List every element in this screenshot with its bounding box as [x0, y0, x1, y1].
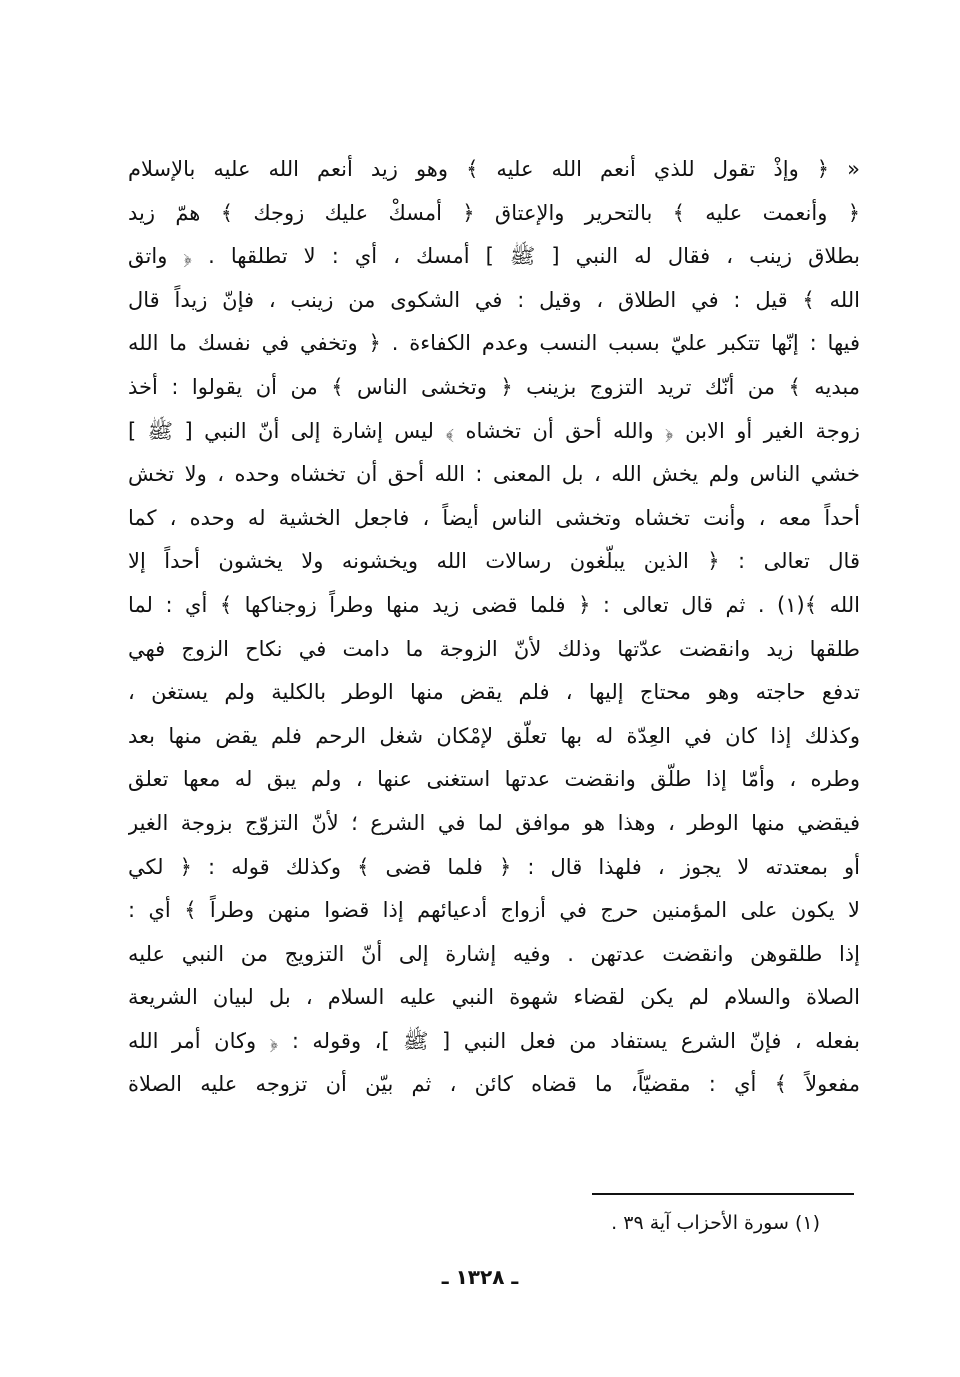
footnote: (١) سورة الأحزاب آية ٣٩ .: [611, 1212, 820, 1234]
body-line-2: ﴿ وأنعمت عليه ﴾ بالتحرير والإعتاق ﴿ أمسكْ عليك زوجك ﴾ همّ زيد: [128, 200, 860, 225]
body-line-4: الله ﴾ قيل : في الطلاق ، وقيل : في الشكوى من زينب ، فإنّ زيداً قال: [128, 287, 860, 312]
body-line-5: فيها : إنّها تتكبر عليّ بسبب النسب وعدم الكفاءة . ﴿ وتخفي في نفسك ما الله: [128, 331, 860, 356]
body-line-7: زوجة الغير أو الابن ﴿ والله أحق أن تخشاه ﴾ ليس إشارة إلى أنّ النبي [ ﷺ ]: [128, 418, 860, 443]
body-line-19: إذا طلقوهن وانقضت عدتهن . وفيه إشارة إلى أنّ التزويج من النبي عليه: [128, 941, 860, 966]
body-line-16: فيقضي منها الوطر ، وهذا هو موافق لما في الشرع ؛ لأنّ التزوّج بزوجة الغير: [128, 810, 860, 835]
body-line-1: « ﴿ وإذْ تقول للذي أنعم الله عليه ﴾ وهو زيد أنعم الله عليه بالإسلام: [128, 157, 860, 181]
body-line-6: مبديه ﴾ من أنّك تريد التزوج بزينب ﴿ وتخشى الناس ﴾ من أن يقولوا : أخذ: [128, 374, 860, 399]
body-line-10: قال تعالى : ﴿ الذين يبلّغون رسالات الله ويخشونه ولا يخشون أحداً إلا: [128, 549, 860, 574]
body-line-21: بفعله ، فإنّ الشرع يستفاد من فعل النبي [ ﷺ ]، وقوله : ﴿ وكان أمر الله: [128, 1028, 860, 1053]
body-line-11: الله ﴾(١) . ثم قال تعالى : ﴿ فلما قضى زيد منها وطراً زوجناكها ﴾ أي : لما: [128, 592, 860, 617]
footnote-divider: [592, 1193, 854, 1195]
body-line-9: أحداً معه ، وأنت تخشاه وتخشى الناس أيضاً ، فاجعل الخشية له وحده ، كما: [128, 505, 860, 530]
body-line-12: طلقها زيد وانقضت عدّتها وذلك لأنّ الزوجة ما دامت في نكاح الزوج فهي: [128, 636, 860, 661]
page-number: ـ ١٣٢٨ ـ: [441, 1265, 519, 1289]
body-line-20: الصلاة والسلام لم يكن لقضاء شهوة النبي عليه السلام ، بل لبيان الشريعة: [128, 985, 860, 1010]
body-line-14: وكذلك إذا كان في العِدّة له بها تعلّق لإمْكان شغل الرحم فلم يقض منها بعد: [128, 723, 860, 748]
body-line-15: وطره ، وأمّا إذا طلّق وانقضت عدتها استغنى عنها ، ولم يبق له معها تعلق: [128, 767, 860, 792]
body-line-18: لا يكون على المؤمنين حرج في أزواج أدعيائهم إذا قضوا منهن وطراً ﴾ أي :: [128, 898, 860, 923]
body-line-17: أو بمعتدته لا يجوز ، فلهذا قال : ﴿ فلما قضى ﴾ وكذلك قوله : ﴿ لكي: [128, 854, 860, 879]
body-line-3: بطلاق زينب ، فقال له النبي [ ﷺ ] أمسك ، أي : لا تطلقها . ﴿ واتق: [128, 244, 860, 269]
body-line-22: مفعولاً ﴾ أي : مقضيّاً، ما قضاه كائن ، ثم بيّن أن تزوجه عليه الصلاة: [128, 1072, 860, 1097]
body-text: [128, 148, 860, 1107]
body-line-8: خشي الناس ولم يخش الله ، بل المعنى : الله أحق أن تخشاه وحده ، ولا تخش: [128, 462, 860, 487]
body-line-13: تدفع حاجته وهو محتاج إليها ، فلم يقض منها الوطر بالكلية ولم يستغن ،: [128, 680, 860, 705]
